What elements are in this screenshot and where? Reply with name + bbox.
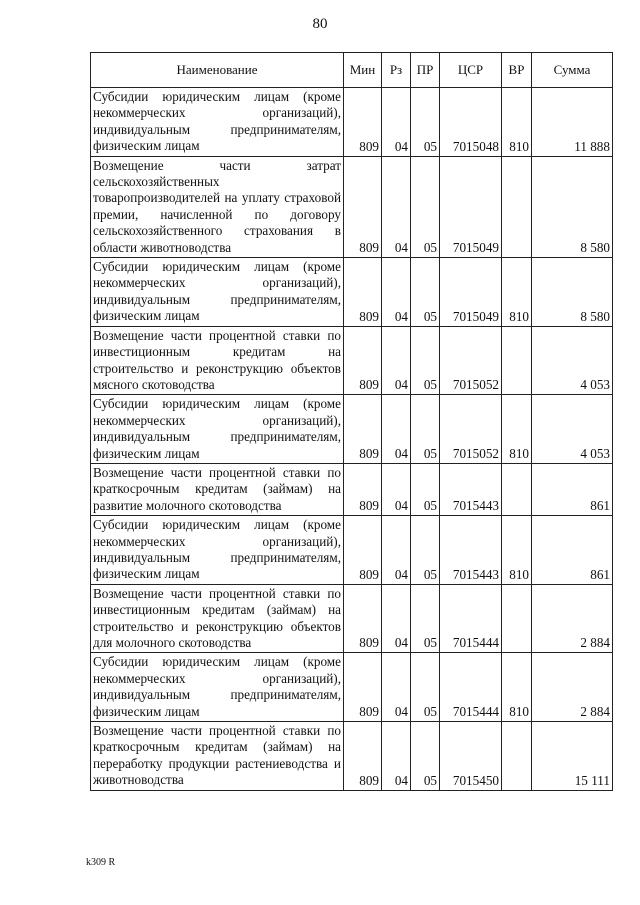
row-pr: 05: [411, 516, 440, 585]
table-row: [91, 584, 613, 653]
row-vr: 810: [502, 516, 532, 585]
row-pr: 05: [411, 584, 440, 653]
row-name: Субсидии юридическим лицам (кроме некоммерческих организаций), индивидуальным предпринимателям, физическим лицам: [91, 653, 344, 722]
header-vr: ВР: [502, 53, 532, 88]
row-sum: 4 053: [532, 395, 613, 464]
row-rz: 04: [382, 653, 411, 722]
row-csr: 7015443: [440, 516, 502, 585]
row-pr: 05: [411, 395, 440, 464]
row-vr: [502, 584, 532, 653]
row-pr: 05: [411, 258, 440, 327]
row-csr: 7015052: [440, 395, 502, 464]
row-sum: 8 580: [532, 258, 613, 327]
header-rz: Рз: [382, 53, 411, 88]
header-row: [91, 53, 613, 88]
row-rz: 04: [382, 722, 411, 791]
row-rz: 04: [382, 516, 411, 585]
row-pr: 05: [411, 653, 440, 722]
table-row: [91, 156, 613, 257]
row-min: 809: [344, 258, 382, 327]
table-row: [91, 653, 613, 722]
row-min: 809: [344, 653, 382, 722]
row-name: Возмещение части затрат сельскохозяйственных товаропроизводителей на уплату страховой премии, начисленной по договору сельскохозяйственного страхования в области животноводства: [91, 156, 344, 257]
row-min: 809: [344, 463, 382, 515]
row-name: Возмещение части процентной ставки по краткосрочным кредитам (займам) на развитие молочного скотоводства: [91, 463, 344, 515]
header-pr: ПР: [411, 53, 440, 88]
row-pr: 05: [411, 326, 440, 395]
row-name: Субсидии юридическим лицам (кроме некоммерческих организаций), индивидуальным предпринимателям, физическим лицам: [91, 258, 344, 327]
row-rz: 04: [382, 258, 411, 327]
header-sum: Сумма: [532, 53, 613, 88]
row-min: 809: [344, 88, 382, 157]
row-sum: 15 111: [532, 722, 613, 791]
row-rz: 04: [382, 395, 411, 464]
row-name: Субсидии юридическим лицам (кроме некоммерческих организаций), индивидуальным предпринимателям, физическим лицам: [91, 395, 344, 464]
row-vr: 810: [502, 653, 532, 722]
table-row: [91, 722, 613, 791]
budget-table: [90, 52, 613, 791]
footer-code: k309 R: [86, 857, 116, 868]
row-vr: [502, 463, 532, 515]
row-vr: 810: [502, 258, 532, 327]
table-row: [91, 395, 613, 464]
row-csr: 7015450: [440, 722, 502, 791]
row-sum: 4 053: [532, 326, 613, 395]
row-vr: [502, 722, 532, 791]
table-row: [91, 463, 613, 515]
header-csr: ЦСР: [440, 53, 502, 88]
row-csr: 7015048: [440, 88, 502, 157]
row-pr: 05: [411, 88, 440, 157]
row-vr: 810: [502, 88, 532, 157]
row-min: 809: [344, 516, 382, 585]
row-rz: 04: [382, 326, 411, 395]
header-min: Мин: [344, 53, 382, 88]
row-vr: 810: [502, 395, 532, 464]
table-row: [91, 326, 613, 395]
row-csr: 7015049: [440, 156, 502, 257]
row-csr: 7015443: [440, 463, 502, 515]
row-pr: 05: [411, 156, 440, 257]
row-rz: 04: [382, 156, 411, 257]
row-rz: 04: [382, 584, 411, 653]
row-name: Субсидии юридическим лицам (кроме некоммерческих организаций), индивидуальным предпринимателям, физическим лицам: [91, 516, 344, 585]
row-min: 809: [344, 156, 382, 257]
row-csr: 7015049: [440, 258, 502, 327]
row-name: Субсидии юридическим лицам (кроме некоммерческих организаций), индивидуальным предпринимателям, физическим лицам: [91, 88, 344, 157]
row-min: 809: [344, 395, 382, 464]
row-name: Возмещение части процентной ставки по инвестиционным кредитам на строительство и реконструкцию объектов мясного скотоводства: [91, 326, 344, 395]
row-sum: 2 884: [532, 584, 613, 653]
header-name: Наименование: [91, 53, 344, 88]
row-min: 809: [344, 326, 382, 395]
row-sum: 861: [532, 463, 613, 515]
page-number: 80: [312, 16, 328, 32]
row-vr: [502, 156, 532, 257]
row-min: 809: [344, 584, 382, 653]
row-pr: 05: [411, 722, 440, 791]
row-csr: 7015444: [440, 653, 502, 722]
row-sum: 2 884: [532, 653, 613, 722]
row-pr: 05: [411, 463, 440, 515]
row-rz: 04: [382, 88, 411, 157]
row-csr: 7015052: [440, 326, 502, 395]
row-sum: 861: [532, 516, 613, 585]
table-row: [91, 258, 613, 327]
row-min: 809: [344, 722, 382, 791]
row-rz: 04: [382, 463, 411, 515]
row-vr: [502, 326, 532, 395]
row-sum: 11 888: [532, 88, 613, 157]
row-sum: 8 580: [532, 156, 613, 257]
row-name: Возмещение части процентной ставки по инвестиционным кредитам (займам) на строительство и реконструкцию объектов для молочного скотоводства: [91, 584, 344, 653]
row-csr: 7015444: [440, 584, 502, 653]
table-row: [91, 516, 613, 585]
table-row: [91, 88, 613, 157]
row-name: Возмещение части процентной ставки по краткосрочным кредитам (займам) на переработку продукции растениеводства и животноводства: [91, 722, 344, 791]
